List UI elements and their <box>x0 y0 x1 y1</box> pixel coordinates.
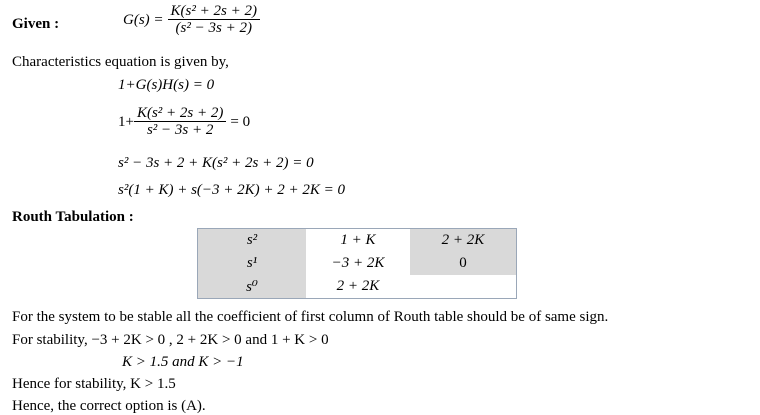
equation-2-denominator: s² − 3s + 2 <box>134 121 226 138</box>
hence-answer: Hence, the correct option is (A). <box>12 398 206 414</box>
routh-row <box>198 252 517 275</box>
routh-cell: 2 + 2K <box>410 229 517 253</box>
routh-cell: 0 <box>410 252 517 275</box>
equation-2-tail: = 0 <box>230 113 251 130</box>
given-label: Given : <box>12 16 60 32</box>
hence-stability: Hence for stability, K > 1.5 <box>12 376 176 392</box>
routh-row <box>198 275 517 299</box>
given-denominator: (s² − 3s + 2) <box>168 19 260 36</box>
stability-line: For stability, −3 + 2K > 0 , 2 + 2K > 0 and 1 + K > 0 <box>12 332 329 348</box>
equation-2-fraction <box>134 106 226 138</box>
given-lhs: G(s) = <box>123 11 164 28</box>
equation-4: s²(1 + K) + s(−3 + 2K) + 2 + 2K = 0 <box>118 182 346 198</box>
equation-2 <box>118 106 250 138</box>
equation-3: s² − 3s + 2 + K(s² + 2s + 2) = 0 <box>118 155 314 171</box>
routh-cell <box>410 275 517 299</box>
routh-power: s⁰ <box>198 275 307 299</box>
char-intro: Characteristics equation is given by, <box>12 54 229 70</box>
equation-2-numerator: K(s² + 2s + 2) <box>136 105 224 121</box>
routh-power: s² <box>198 229 307 253</box>
stable-text: For the system to be stable all the coefficient of first column of Routh table should be of same sign. <box>12 309 609 325</box>
routh-row <box>198 229 517 253</box>
given-equation <box>123 4 260 36</box>
conditions-line: K > 1.5 and K > −1 <box>122 354 244 370</box>
given-numerator: K(s² + 2s + 2) <box>170 3 257 19</box>
routh-table <box>197 228 517 299</box>
routh-cell: 2 + 2K <box>306 275 410 299</box>
equation-2-lead: 1+ <box>118 113 134 130</box>
given-fraction <box>168 4 260 36</box>
routh-power: s¹ <box>198 252 307 275</box>
equation-1: 1+G(s)H(s) = 0 <box>118 77 215 93</box>
routh-label: Routh Tabulation : <box>12 209 134 225</box>
routh-cell: −3 + 2K <box>306 252 410 275</box>
routh-cell: 1 + K <box>306 229 410 253</box>
